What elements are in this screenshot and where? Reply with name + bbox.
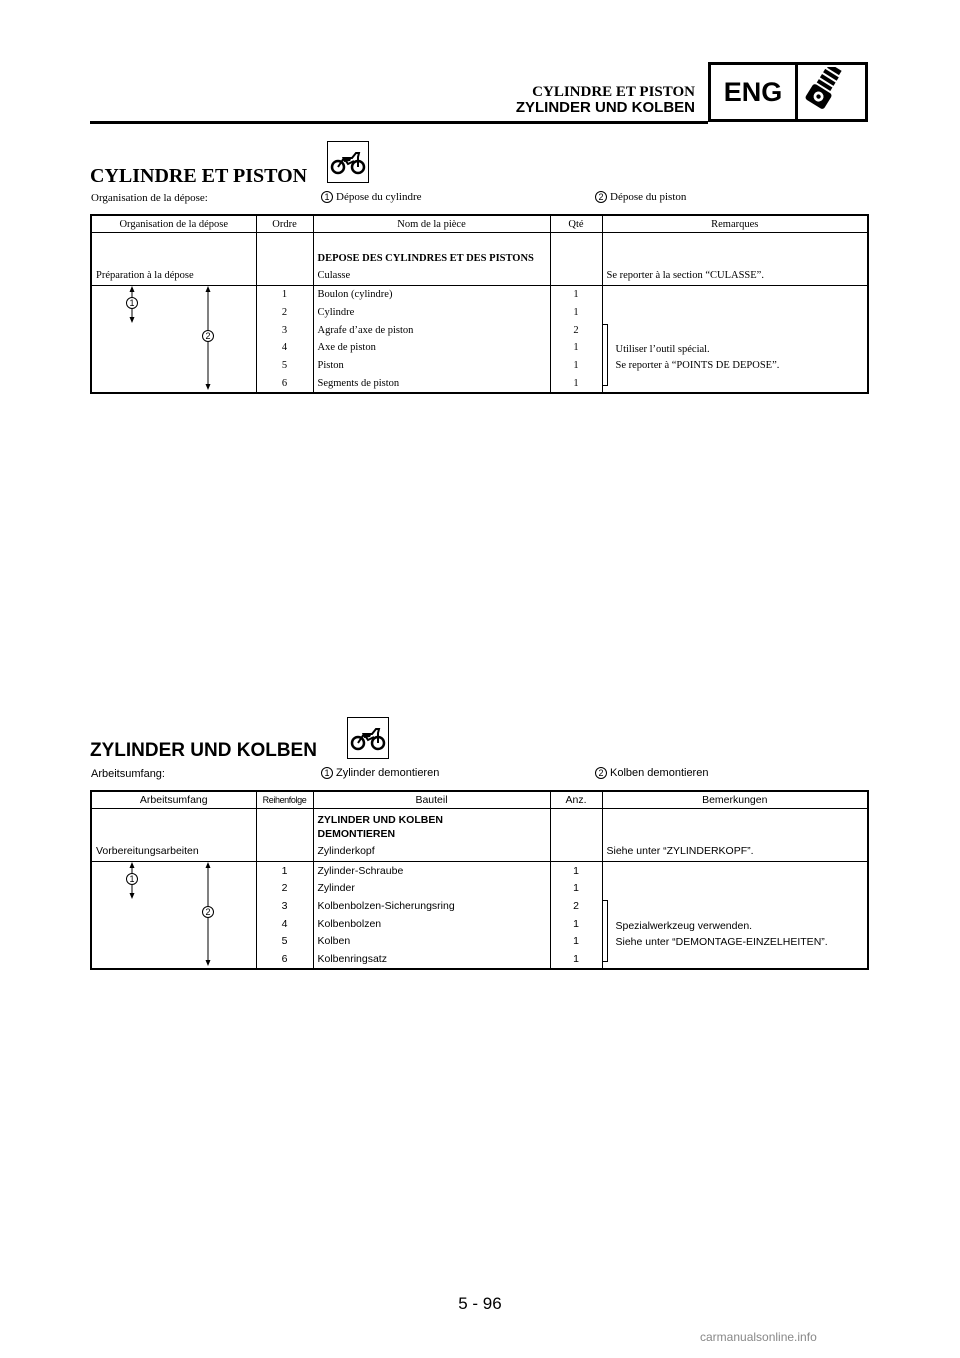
step-number-badge: 2: [595, 767, 607, 779]
step-1-de: [321, 767, 439, 779]
table-row-prep: [91, 233, 868, 286]
row-qty: 1: [550, 933, 602, 951]
page-number: 5 - 96: [458, 1294, 502, 1313]
step-marker: 2: [202, 330, 214, 342]
row-part: Zylinder-Schraube: [313, 862, 550, 880]
row-part: Boulon (cylindre): [313, 286, 550, 304]
section-title-de: ZYLINDER UND KOLBEN: [90, 740, 317, 761]
table-row: [91, 286, 868, 304]
col-header: Ordre: [256, 215, 313, 233]
watermark: carmanualsonline.info: [700, 1330, 817, 1344]
prep-scope: Vorbereitungsarbeiten: [91, 809, 256, 862]
row-order: 2: [256, 304, 313, 322]
step-label: Dépose du piston: [610, 191, 687, 203]
motorcycle-icon: [327, 141, 369, 183]
row-part: Zylinder: [313, 880, 550, 898]
col-header: Organisation de la dépose: [91, 215, 256, 233]
row-qty: 1: [550, 374, 602, 393]
group-remark-cell: [602, 286, 868, 394]
row-part: Kolbenringsatz: [313, 950, 550, 969]
step-number-badge: 2: [595, 191, 607, 203]
row-part: Agrafe d’axe de piston: [313, 321, 550, 339]
row-part: Kolbenbolzen-Sicherungsring: [313, 897, 550, 915]
col-header: Reihenfolge: [256, 791, 313, 809]
step-label: Dépose du cylindre: [336, 191, 422, 203]
prep-scope: Préparation à la dépose: [91, 233, 256, 286]
row-part: Kolben: [313, 933, 550, 951]
prep-part: Zylinderkopf: [317, 845, 375, 857]
row-qty: 1: [550, 286, 602, 304]
step-range-arrows: [92, 286, 257, 392]
group-remark-cell: [602, 862, 868, 970]
remark-line: Siehe unter “DEMONTAGE-EINZELHEITEN”.: [615, 936, 828, 948]
row-order: 6: [256, 374, 313, 393]
remark-bracket: [603, 900, 608, 962]
step-arrow-cell: [91, 862, 256, 970]
row-qty: 1: [550, 862, 602, 880]
row-qty: 1: [550, 915, 602, 933]
row-qty: 2: [550, 321, 602, 339]
header-rule: [90, 121, 708, 124]
step-number-badge: 1: [321, 767, 333, 779]
row-order: 2: [256, 880, 313, 898]
row-part: Cylindre: [313, 304, 550, 322]
table-row: [91, 862, 868, 880]
step-marker: 1: [126, 297, 138, 309]
step-2-fr: [595, 191, 686, 203]
row-order: 5: [256, 933, 313, 951]
row-part: Axe de piston: [313, 339, 550, 357]
remark-bracket: [603, 324, 608, 386]
prep-remark: Se reporter à la section “CULASSE”.: [602, 233, 868, 286]
step-label: Kolben demontieren: [610, 767, 709, 779]
step-range-arrows: [92, 862, 257, 968]
table-row-prep: [91, 809, 868, 862]
engine-piston-icon: [798, 65, 865, 119]
remark-line: Spezialwerkzeug verwenden.: [615, 920, 753, 932]
step-2-de: [595, 767, 708, 779]
row-qty: 2: [550, 897, 602, 915]
step-number-badge: 1: [321, 191, 333, 203]
remark-line: Utiliser l’outil spécial.: [615, 344, 710, 355]
row-part: Kolbenbolzen: [313, 915, 550, 933]
row-order: 1: [256, 862, 313, 880]
removal-table-fr: [90, 214, 869, 394]
row-qty: 1: [550, 339, 602, 357]
col-header: Remarques: [602, 215, 868, 233]
row-qty: 1: [550, 950, 602, 969]
eng-badge-label: ENG: [711, 65, 798, 119]
scope-label-de: Arbeitsumfang:: [91, 768, 165, 780]
col-header: Qté: [550, 215, 602, 233]
row-order: 4: [256, 339, 313, 357]
prep-remark: Siehe unter “ZYLINDERKOPF”.: [602, 809, 868, 862]
row-order: 5: [256, 357, 313, 375]
col-header: Arbeitsumfang: [91, 791, 256, 809]
row-order: 4: [256, 915, 313, 933]
row-part: Segments de piston: [313, 374, 550, 393]
header-title-de: ZYLINDER UND KOLBEN: [515, 99, 695, 116]
step-marker: 1: [126, 873, 138, 885]
scope-label-fr: Organisation de la dépose:: [91, 192, 208, 204]
step-1-fr: [321, 191, 422, 203]
col-header: Nom de la pièce: [313, 215, 550, 233]
table-header-row: [91, 215, 868, 233]
row-order: 3: [256, 897, 313, 915]
section-title-fr: CYLINDRE ET PISTON: [90, 165, 308, 187]
col-header: Bauteil: [313, 791, 550, 809]
row-order: 6: [256, 950, 313, 969]
header-title-fr: CYLINDRE ET PISTON: [532, 84, 695, 100]
col-header: Anz.: [550, 791, 602, 809]
row-order: 3: [256, 321, 313, 339]
prep-part: Culasse: [317, 270, 351, 281]
step-arrow-cell: [91, 286, 256, 394]
row-part: Piston: [313, 357, 550, 375]
remark-line: Se reporter à “POINTS DE DEPOSE”.: [615, 360, 780, 371]
row-qty: 1: [550, 304, 602, 322]
prep-heading: DEPOSE DES CYLINDRES ET DES PISTONS: [317, 253, 534, 264]
row-qty: 1: [550, 880, 602, 898]
removal-table-de: [90, 790, 869, 970]
motorcycle-icon: [347, 717, 389, 759]
row-order: 1: [256, 286, 313, 304]
step-label: Zylinder demontieren: [336, 767, 440, 779]
col-header: Bemerkungen: [602, 791, 868, 809]
table-header-row: [91, 791, 868, 809]
row-qty: 1: [550, 357, 602, 375]
eng-badge: [708, 62, 868, 122]
step-marker: 2: [202, 906, 214, 918]
prep-heading: ZYLINDER UND KOLBEN DEMONTIEREN: [317, 814, 443, 840]
